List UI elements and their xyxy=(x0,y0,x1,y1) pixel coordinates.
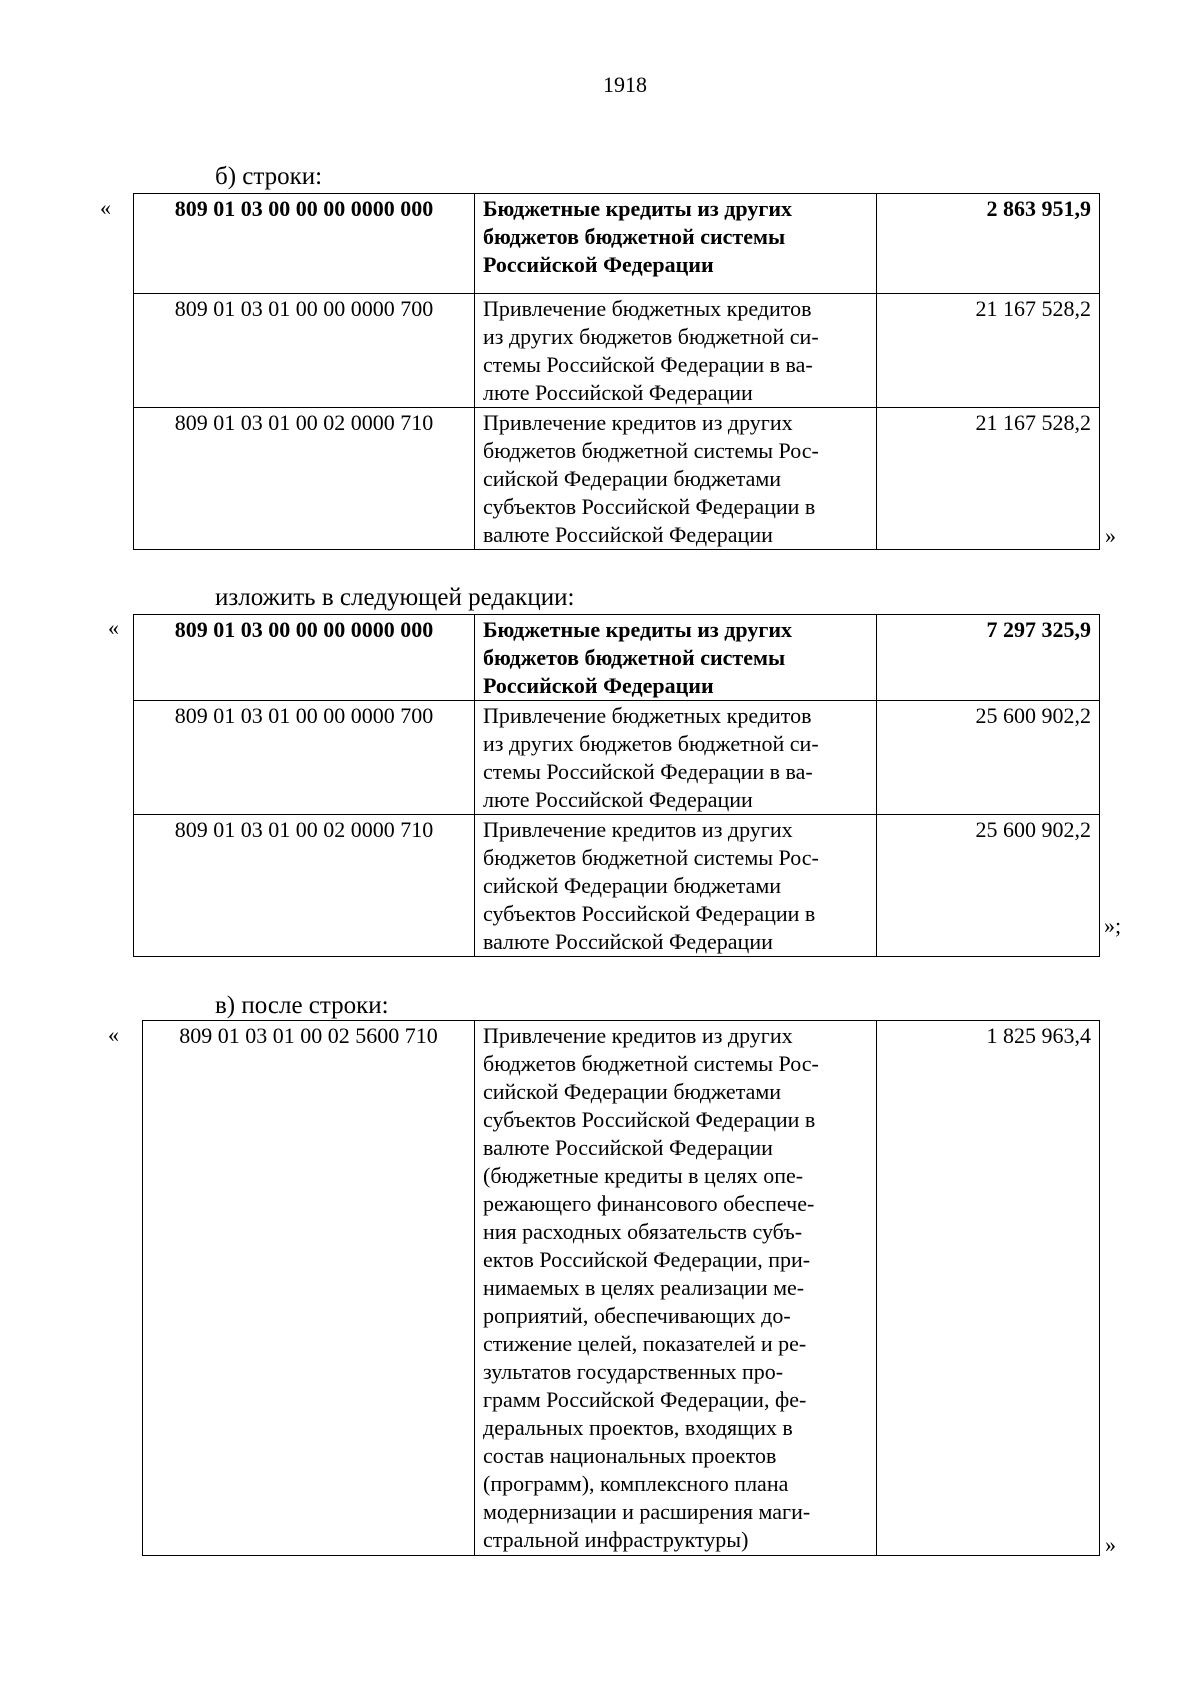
description-cell: Привлечение кредитов из других бюджетов бюджетной системы Рос- сийской Федерации бюджетами субъектов Российской Федерации в валюте Российской Федерации xyxy=(475,815,877,957)
table-row xyxy=(134,701,1100,815)
close-quote: »; xyxy=(1104,913,1122,938)
code-cell: 809 01 03 01 00 02 5600 710 xyxy=(143,1021,475,1556)
code-cell: 809 01 03 01 00 02 0000 710 xyxy=(134,408,475,550)
section-label-b: б) строки: xyxy=(215,163,323,190)
close-quote: » xyxy=(1105,523,1116,548)
table-row xyxy=(143,1021,1100,1556)
description-cell: Бюджетные кредиты из других бюджетов бюджетной системы Российской Федерации xyxy=(475,194,877,294)
table-lines-new-edition xyxy=(133,614,1100,957)
close-quote: » xyxy=(1105,1532,1116,1557)
open-quote: « xyxy=(108,1022,119,1047)
value-cell: 25 600 902,2 xyxy=(877,701,1100,815)
open-quote: « xyxy=(100,195,111,220)
table-lines-before xyxy=(133,193,1100,550)
value-cell: 21 167 528,2 xyxy=(877,294,1100,408)
description-cell: Привлечение бюджетных кредитов из других бюджетов бюджетной си- стемы Российской Федерации в ва- люте Российской Федерации xyxy=(475,294,877,408)
section-label-new-edition: изложить в следующей редакции: xyxy=(215,584,575,611)
description-cell: Привлечение бюджетных кредитов из других бюджетов бюджетной си- стемы Российской Федерации в ва- люте Российской Федерации xyxy=(475,701,877,815)
open-quote: « xyxy=(108,615,119,640)
value-cell: 25 600 902,2 xyxy=(877,815,1100,957)
table-row xyxy=(134,615,1100,701)
table-row xyxy=(134,294,1100,408)
table-row xyxy=(134,194,1100,294)
description-cell: Привлечение кредитов из других бюджетов бюджетной системы Рос- сийской Федерации бюджетами субъектов Российской Федерации в валюте Российской Федерации (бюджетные кредиты в целях опе- режающего финансового обеспече- ния расходных обязательств субъ- ектов Российской Федерации, при- нимаемых в целях реализации ме- роприятий, обеспечивающих до- стижение целей, показателей и ре- зультатов государственных про- грамм Российской Федерации, фе- деральных проектов, входящих в состав национальных проектов (программ), комплексного плана модернизации и расширения маги- стральной инфраструктуры) xyxy=(475,1021,877,1556)
table-line-after xyxy=(142,1020,1100,1556)
code-cell: 809 01 03 00 00 00 0000 000 xyxy=(134,615,475,701)
description-cell: Бюджетные кредиты из других бюджетов бюджетной системы Российской Федерации xyxy=(475,615,877,701)
code-cell: 809 01 03 01 00 00 0000 700 xyxy=(134,701,475,815)
value-cell: 1 825 963,4 xyxy=(877,1021,1100,1556)
value-cell: 2 863 951,9 xyxy=(877,194,1100,294)
code-cell: 809 01 03 01 00 02 0000 710 xyxy=(134,815,475,957)
table-row xyxy=(134,408,1100,550)
value-cell: 21 167 528,2 xyxy=(877,408,1100,550)
description-cell: Привлечение кредитов из других бюджетов бюджетной системы Рос- сийской Федерации бюджетами субъектов Российской Федерации в валюте Российской Федерации xyxy=(475,408,877,550)
code-cell: 809 01 03 01 00 00 0000 700 xyxy=(134,294,475,408)
table-row xyxy=(134,815,1100,957)
section-label-v: в) после строки: xyxy=(215,992,389,1019)
code-cell: 809 01 03 00 00 00 0000 000 xyxy=(134,194,475,294)
page-number: 1918 xyxy=(603,72,647,97)
value-cell: 7 297 325,9 xyxy=(877,615,1100,701)
